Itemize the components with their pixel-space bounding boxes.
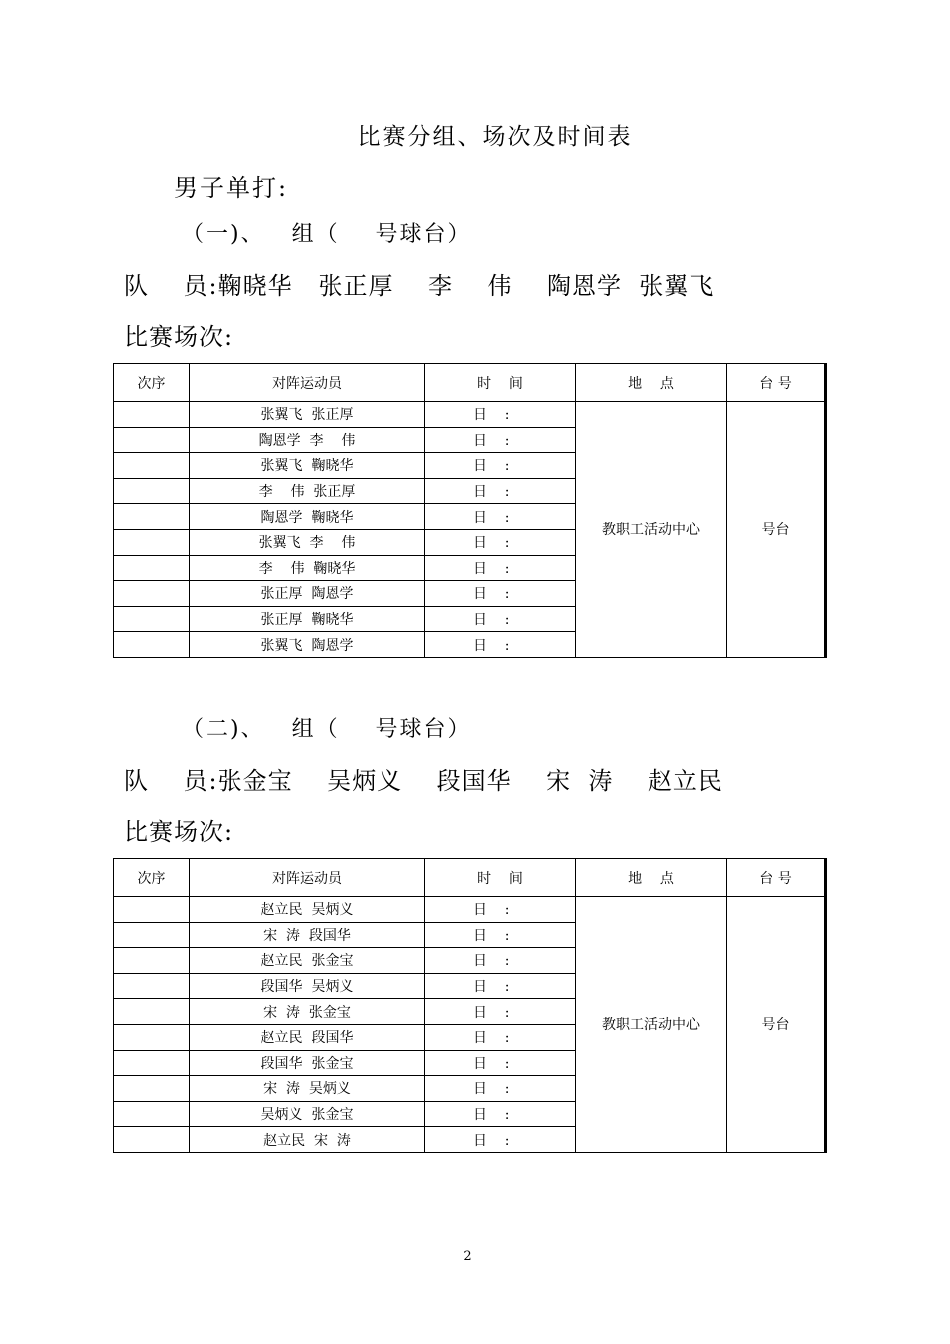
order-cell (114, 922, 190, 948)
order-cell (114, 897, 190, 923)
group-2-schedule-table (113, 858, 827, 1153)
match-cell: 张翼飞 鞠晓华 (190, 453, 425, 479)
time-cell: 日 : (425, 1050, 576, 1076)
column-header-order: 次序 (114, 859, 190, 897)
match-cell: 吴炳义 张金宝 (190, 1101, 425, 1127)
time-cell: 日 : (425, 973, 576, 999)
order-cell (114, 948, 190, 974)
order-cell (114, 1101, 190, 1127)
column-header-order: 次序 (114, 364, 190, 402)
time-cell: 日 : (425, 1101, 576, 1127)
match-cell: 赵立民 段国华 (190, 1024, 425, 1050)
group-1-players (124, 266, 714, 301)
location-cell: 教职工活动中心 (576, 402, 727, 658)
match-cell: 陶恩学 李 伟 (190, 427, 425, 453)
players-names: 鞠晓华 张正厚 李 伟 陶恩学 张翼飞 (217, 272, 715, 300)
order-cell (114, 632, 190, 658)
match-cell: 张翼飞 张正厚 (190, 402, 425, 428)
time-cell: 日 : (425, 1127, 576, 1153)
group-2-players (124, 761, 723, 796)
time-cell: 日 : (425, 427, 576, 453)
time-cell: 日 : (425, 529, 576, 555)
match-cell: 张正厚 陶恩学 (190, 581, 425, 607)
time-cell: 日 : (425, 632, 576, 658)
order-cell (114, 402, 190, 428)
match-cell: 张正厚 鞠晓华 (190, 606, 425, 632)
column-header-players: 对阵运动员 (190, 364, 425, 402)
time-cell: 日 : (425, 897, 576, 923)
order-cell (114, 427, 190, 453)
players-names: 张金宝 吴炳义 段国华 宋 涛 赵立民 (217, 767, 723, 795)
column-header-location: 地 点 (576, 364, 727, 402)
match-cell: 李 伟 鞠晓华 (190, 555, 425, 581)
column-header-time: 时 间 (425, 364, 576, 402)
table-no-cell: 号台 (727, 402, 826, 658)
group-1-schedule-table (113, 363, 827, 658)
match-cell: 段国华 张金宝 (190, 1050, 425, 1076)
time-cell: 日 : (425, 922, 576, 948)
time-cell: 日 : (425, 478, 576, 504)
event-category: 男子单打: (174, 174, 289, 202)
group-2-schedule-label: 比赛场次: (124, 818, 234, 846)
group-1-heading: （一)、 组（ 号球台） (182, 222, 472, 247)
table-no-cell: 号台 (727, 897, 826, 1153)
time-cell: 日 : (425, 581, 576, 607)
time-cell: 日 : (425, 453, 576, 479)
group-2-heading: （二)、 组（ 号球台） (182, 717, 472, 742)
location-cell: 教职工活动中心 (576, 897, 727, 1153)
order-cell (114, 999, 190, 1025)
time-cell: 日 : (425, 1076, 576, 1102)
order-cell (114, 1076, 190, 1102)
time-cell: 日 : (425, 555, 576, 581)
order-cell (114, 581, 190, 607)
match-cell: 张翼飞 李 伟 (190, 529, 425, 555)
match-cell: 赵立民 宋 涛 (190, 1127, 425, 1153)
match-cell: 赵立民 吴炳义 (190, 897, 425, 923)
match-cell: 段国华 吴炳义 (190, 973, 425, 999)
order-cell (114, 1050, 190, 1076)
order-cell (114, 1127, 190, 1153)
column-header-location: 地 点 (576, 859, 727, 897)
table-row (114, 402, 826, 428)
order-cell (114, 973, 190, 999)
order-cell (114, 555, 190, 581)
time-cell: 日 : (425, 1024, 576, 1050)
column-header-players: 对阵运动员 (190, 859, 425, 897)
order-cell (114, 529, 190, 555)
time-cell: 日 : (425, 999, 576, 1025)
group-1-schedule-label: 比赛场次: (124, 323, 234, 351)
table-row (114, 897, 826, 923)
page-number: 2 (463, 1249, 472, 1264)
time-cell: 日 : (425, 606, 576, 632)
time-cell: 日 : (425, 402, 576, 428)
match-cell: 陶恩学 鞠晓华 (190, 504, 425, 530)
column-header-table-no: 台 号 (727, 859, 826, 897)
order-cell (114, 478, 190, 504)
players-label: 队 员: (124, 767, 218, 795)
match-cell: 宋 涛 张金宝 (190, 999, 425, 1025)
match-cell: 李 伟 张正厚 (190, 478, 425, 504)
order-cell (114, 504, 190, 530)
match-cell: 赵立民 张金宝 (190, 948, 425, 974)
players-label: 队 员: (124, 272, 218, 300)
column-header-time: 时 间 (425, 859, 576, 897)
order-cell (114, 453, 190, 479)
time-cell: 日 : (425, 504, 576, 530)
time-cell: 日 : (425, 948, 576, 974)
column-header-table-no: 台 号 (727, 364, 826, 402)
match-cell: 宋 涛 吴炳义 (190, 1076, 425, 1102)
table-header-row (114, 364, 826, 402)
match-cell: 张翼飞 陶恩学 (190, 632, 425, 658)
document-title: 比赛分组、场次及时间表 (357, 124, 633, 150)
order-cell (114, 606, 190, 632)
table-header-row (114, 859, 826, 897)
match-cell: 宋 涛 段国华 (190, 922, 425, 948)
order-cell (114, 1024, 190, 1050)
